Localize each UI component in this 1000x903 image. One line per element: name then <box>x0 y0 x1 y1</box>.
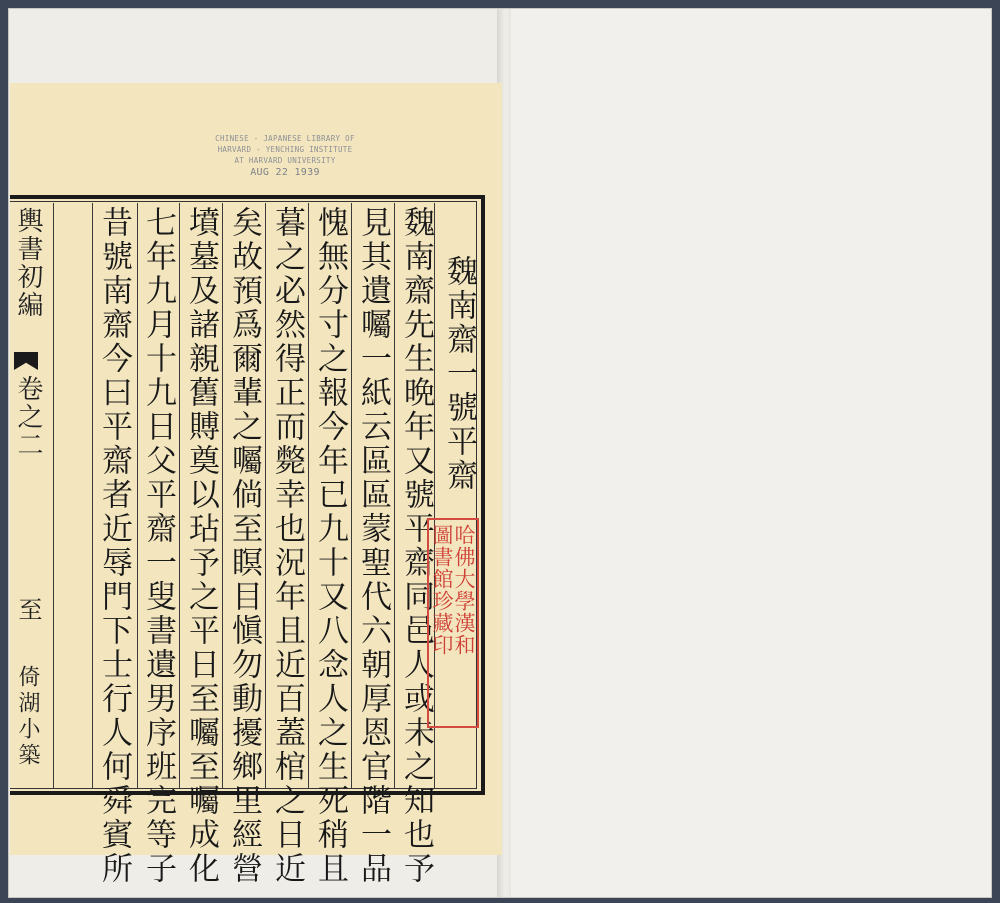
seal-line-1: 哈佛大學漢和 <box>452 524 476 656</box>
margin-volume: 卷之二 <box>13 375 43 459</box>
stamp-line-1: CHINESE - JAPANESE LIBRARY OF <box>215 134 355 143</box>
stamp-line-2: HARVARD - YENCHING INSTITUTE <box>217 145 353 154</box>
column-rule <box>394 203 395 788</box>
margin-page-number: 至 <box>14 597 42 621</box>
column-rule <box>92 203 93 788</box>
text-column-4: 暮之必然得正而斃幸也況年且近百蓋棺之日近 <box>269 206 305 886</box>
text-column-8: 昔號南齋今曰平齋者近辱門下士行人何舜賓所 <box>96 206 132 886</box>
text-column-2: 見其遺囑一紙云區區蒙聖代六朝厚恩官階一品 <box>355 206 391 886</box>
column-rule <box>53 203 54 788</box>
text-column-1: 魏南齋先生晩年又號平齋同邑人或未之知也予 <box>398 206 434 886</box>
text-column-5: 矣故預爲爾輩之囑倘至瞑目愼勿動擾鄉里經營 <box>226 206 262 886</box>
column-rule <box>351 203 352 788</box>
column-rule <box>222 203 223 788</box>
right-blank-page <box>511 8 992 898</box>
seal-line-2: 圖書館珍藏印 <box>430 524 454 656</box>
section-title: 魏南齋一號平齋 <box>441 255 477 493</box>
column-rule <box>265 203 266 788</box>
margin-studio-name: 倚湖小築 <box>15 665 40 769</box>
column-rule <box>179 203 180 788</box>
stamp-line-3: AT HARVARD UNIVERSITY <box>234 156 336 165</box>
library-accession-stamp <box>215 133 355 178</box>
column-rule <box>308 203 309 788</box>
margin-book-title: 輿書初編 <box>13 207 43 319</box>
column-rule <box>137 203 138 788</box>
text-column-7: 七年九月十九日父平齋一叟書遺男序班完等子 <box>140 206 176 886</box>
text-column-6: 墳墓及諸親舊賻奠以玷予之平日至囑至囑成化 <box>183 206 219 886</box>
stamp-date: AUG 22 1939 <box>250 167 320 178</box>
library-seal <box>427 518 479 728</box>
text-column-3: 愧無分寸之報今年已九十又八念人之生死稍且 <box>312 206 348 886</box>
